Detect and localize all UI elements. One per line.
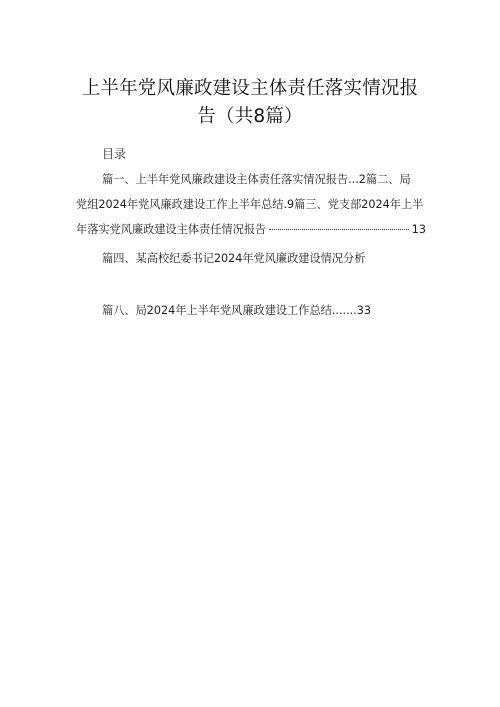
document-title-line-1: 上半年党风廉政建设主体责任落实情况报 (81, 78, 419, 99)
toc-line-3-text: 年落实党风廉政建设主体责任情况报告 (76, 223, 267, 236)
document-title-line-2: 告（共8篇） (197, 106, 303, 127)
toc-line-2[interactable]: 党组2024年党风廉政建设工作上半年总结.9篇三、党支部2024年上半 (76, 198, 424, 211)
toc-paragraph (76, 167, 426, 242)
dot-leader (269, 229, 409, 230)
toc-line-3[interactable] (76, 217, 426, 242)
toc-line-3-page: 13 (411, 223, 426, 236)
toc-entry-8[interactable]: 篇八、局2024年上半年党风廉政建设工作总结.......33 (102, 304, 371, 317)
toc-entry-4[interactable]: 篇四、某高校纪委书记2024年党风廉政建设情况分析 (102, 252, 366, 265)
toc-line-1[interactable]: 篇一、上半年党风廉政建设主体责任落实情况报告...2篇二、局 (102, 173, 411, 186)
toc-heading: 目录 (102, 147, 127, 161)
